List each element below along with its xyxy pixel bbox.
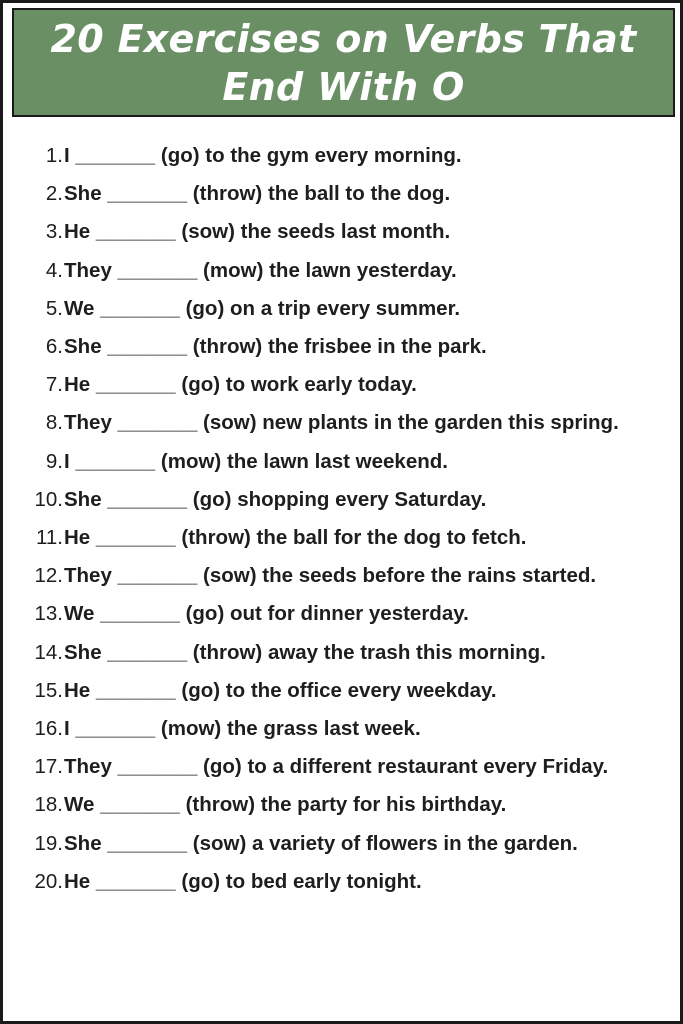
exercise-sentence: We _______ (throw) the party for his birthday. bbox=[64, 793, 507, 817]
exercise-item bbox=[3, 366, 683, 404]
exercise-sentence: She _______ (throw) the frisbee in the park. bbox=[64, 335, 487, 359]
exercise-sentence: They _______ (sow) the seeds before the rains started. bbox=[64, 564, 597, 588]
exercise-sentence: They _______ (mow) the lawn yesterday. bbox=[64, 258, 457, 282]
exercise-item bbox=[3, 825, 683, 863]
exercise-item bbox=[3, 595, 683, 633]
exercise-item bbox=[3, 863, 683, 901]
exercise-sentence: He _______ (go) to bed early tonight. bbox=[64, 869, 422, 893]
exercise-number: 7. bbox=[45, 373, 63, 397]
exercise-sentence: I _______ (mow) the lawn last weekend. bbox=[64, 449, 448, 473]
exercise-item bbox=[3, 328, 683, 366]
exercise-number: 6. bbox=[45, 335, 63, 359]
exercise-number: 8. bbox=[45, 411, 63, 435]
page-title: 20 Exercises on Verbs That End With O bbox=[50, 16, 637, 109]
exercise-item bbox=[3, 748, 683, 786]
exercise-number: 18. bbox=[34, 793, 63, 817]
exercise-number: 2. bbox=[45, 182, 63, 206]
exercise-item bbox=[3, 519, 683, 557]
exercise-number: 17. bbox=[34, 755, 63, 779]
exercise-number: 19. bbox=[34, 831, 63, 855]
exercise-item bbox=[3, 710, 683, 748]
exercise-number: 14. bbox=[34, 640, 63, 664]
exercise-sentence: I _______ (mow) the grass last week. bbox=[64, 717, 421, 741]
exercise-number: 15. bbox=[34, 678, 63, 702]
exercise-sentence: I _______ (go) to the gym every morning. bbox=[64, 144, 462, 167]
exercise-item bbox=[3, 137, 683, 175]
exercise-sentence: She _______ (throw) the ball to the dog. bbox=[64, 182, 451, 206]
exercise-number: 16. bbox=[34, 717, 63, 741]
title-banner bbox=[12, 8, 675, 117]
exercise-sentence: He _______ (go) to the office every weekday. bbox=[64, 678, 497, 702]
exercise-item bbox=[3, 213, 683, 251]
exercise-number: 11. bbox=[36, 526, 63, 550]
exercise-sentence: They _______ (go) to a different restaurant every Friday. bbox=[64, 755, 609, 779]
exercise-item bbox=[3, 557, 683, 595]
exercise-sentence: We _______ (go) out for dinner yesterday. bbox=[64, 602, 469, 626]
exercise-number: 1. bbox=[45, 144, 63, 167]
exercise-sentence: They _______ (sow) new plants in the garden this spring. bbox=[64, 411, 619, 435]
exercise-sentence: He _______ (throw) the ball for the dog to fetch. bbox=[64, 526, 527, 550]
exercise-sentence: She _______ (go) shopping every Saturday. bbox=[64, 487, 487, 511]
exercise-number: 12. bbox=[34, 564, 63, 588]
exercise-number: 13. bbox=[34, 602, 63, 626]
exercise-item bbox=[3, 481, 683, 519]
exercise-list bbox=[3, 137, 683, 901]
exercise-item bbox=[3, 672, 683, 710]
exercise-number: 5. bbox=[45, 296, 63, 320]
exercise-number: 4. bbox=[45, 258, 63, 282]
exercise-number: 9. bbox=[45, 449, 63, 473]
exercise-sentence: She _______ (throw) away the trash this morning. bbox=[64, 640, 546, 664]
exercise-item bbox=[3, 443, 683, 481]
exercise-number: 10. bbox=[34, 487, 63, 511]
exercise-sentence: We _______ (go) on a trip every summer. bbox=[64, 296, 461, 320]
exercise-item bbox=[3, 404, 683, 442]
exercise-item bbox=[3, 290, 683, 328]
exercise-sentence: She _______ (sow) a variety of flowers in the garden. bbox=[64, 831, 578, 855]
exercise-item bbox=[3, 786, 683, 824]
exercise-item bbox=[3, 175, 683, 213]
exercise-item bbox=[3, 252, 683, 290]
exercise-sentence: He _______ (go) to work early today. bbox=[64, 373, 417, 397]
exercise-sentence: He _______ (sow) the seeds last month. bbox=[64, 220, 451, 244]
exercise-item bbox=[3, 634, 683, 672]
exercise-number: 3. bbox=[45, 220, 63, 244]
exercise-number: 20. bbox=[34, 869, 63, 893]
